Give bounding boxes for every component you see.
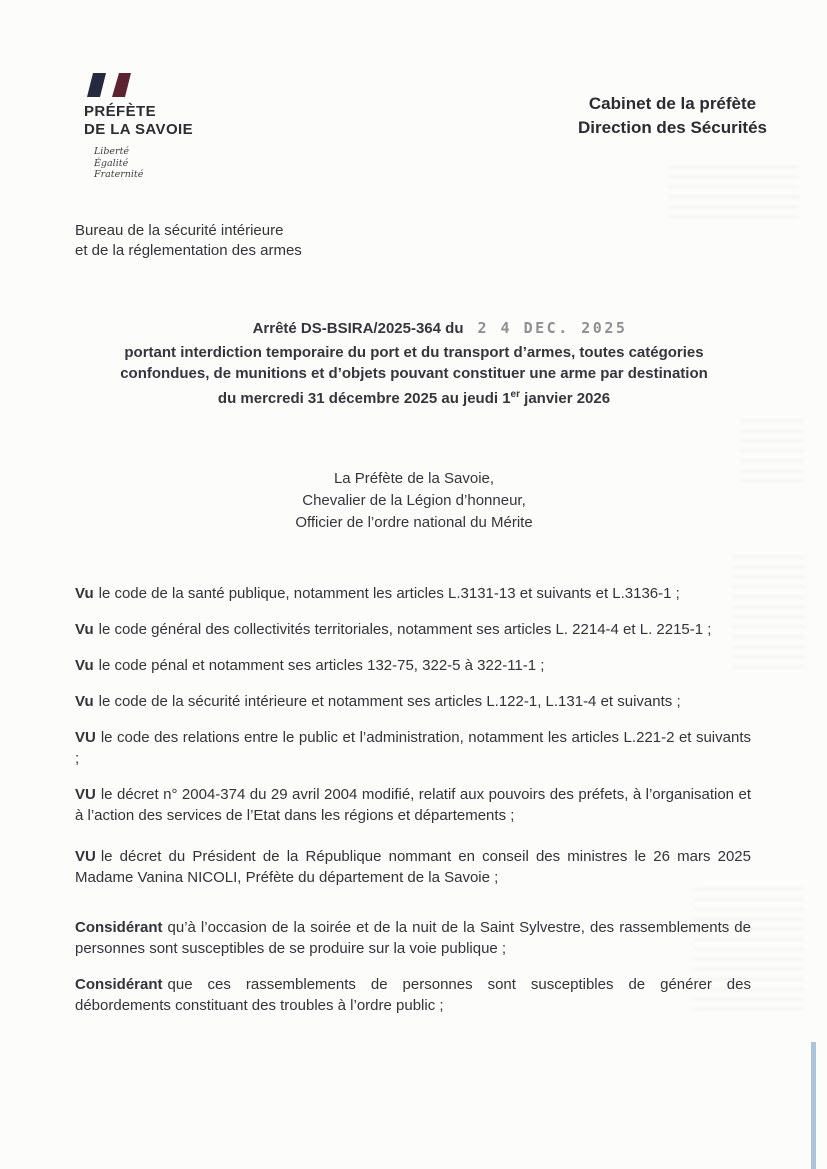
republic-motto: [94, 146, 193, 181]
considerant-paragraph-2: [75, 974, 751, 1016]
decree-title-line2: portant interdiction temporaire du port et du transport d’armes, toutes catégories: [124, 344, 704, 361]
vu-paragraph-6: [75, 784, 751, 826]
paragraph-lead: Considérant: [75, 976, 163, 993]
paragraph-lead: Vu: [75, 657, 94, 674]
agency-name: [84, 103, 193, 139]
french-flag-icon: [86, 72, 132, 98]
office-line1: Cabinet de la préfète: [588, 94, 757, 113]
office-line2: Direction des Sécurités: [578, 118, 767, 137]
decree-title-line4-end: janvier 2026: [520, 390, 611, 407]
scan-edge-line: [811, 1042, 816, 1169]
bureau-line1: Bureau de la sécurité intérieure: [75, 222, 284, 239]
paragraph-text: que ces rassemblements de personnes sont susceptibles de générer des débordements constituant des troubles à l’ordre public ;: [75, 976, 751, 1014]
vu-paragraph-7: [75, 846, 751, 888]
paragraph-text: le décret du Président de la République nommant en conseil des ministres le 26 mars 2025 Madame Vanina NICOLI, Préfète du département de la Savoie ;: [75, 848, 751, 886]
decree-title: [64, 318, 764, 409]
decree-body: [75, 583, 751, 1031]
paragraph-text: le code des relations entre le public et l’administration, notamment les articles L.221-2 et suivants ;: [75, 729, 751, 767]
authority-line3: Officier de l’ordre national du Mérite: [295, 514, 533, 531]
authority-block: [64, 468, 764, 534]
considerant-paragraph-1: [75, 917, 751, 959]
bureau-title: [75, 221, 302, 261]
vu-paragraph-1: [75, 583, 751, 604]
decree-reference: Arrêté DS-BSIRA/2025-364 du: [252, 320, 464, 337]
authority-line2: Chevalier de la Légion d’honneur,: [302, 492, 526, 509]
paragraph-lead: VU: [75, 786, 96, 803]
authority-line1: La Préfète de la Savoie,: [333, 470, 495, 487]
scan-bleedthrough-artifact: [668, 166, 800, 218]
bureau-line2: et de la réglementation des armes: [75, 242, 302, 259]
paragraph-lead: Vu: [75, 693, 94, 710]
paragraph-text: le code pénal et notamment ses articles 132-75, 322-5 à 322-11-1 ;: [98, 657, 545, 674]
republic-logo: [84, 72, 193, 181]
decree-title-line4-text: du mercredi 31 décembre 2025 au jeudi 1: [217, 390, 511, 407]
vu-paragraph-4: [75, 691, 751, 712]
vu-paragraph-2: [75, 619, 751, 640]
paragraph-lead: Vu: [75, 621, 94, 638]
paragraph-text: qu’à l’occasion de la soirée et de la nuit de la Saint Sylvestre, des rassemblements de personnes sont susceptibles de se produire sur la voie publique ;: [75, 919, 751, 957]
agency-name-line2: DE LA SAVOIE: [84, 121, 193, 138]
paragraph-lead: Vu: [75, 585, 94, 602]
ordinal-superscript: er: [510, 389, 520, 400]
paragraph-text: le décret n° 2004-374 du 29 avril 2004 modifié, relatif aux pouvoirs des préfets, à l’organisation et à l’action des services de l’Etat dans les régions et départements ;: [75, 786, 751, 824]
date-stamp: 2 4 DEC. 2025: [477, 319, 628, 337]
paragraph-text: le code de la santé publique, notamment les articles L.3131-13 et suivants et L.3136-1 ;: [98, 585, 680, 602]
decree-reference-line: [90, 318, 790, 339]
paragraph-text: le code de la sécurité intérieure et notamment ses articles L.122-1, L.131-4 et suivants ;: [98, 693, 681, 710]
motto-liberte: Liberté: [94, 146, 130, 157]
vu-paragraph-5: [75, 727, 751, 769]
paragraph-lead: VU: [75, 729, 96, 746]
decree-title-line4: [64, 384, 764, 409]
paragraph-lead: Considérant: [75, 919, 163, 936]
paragraph-text: le code général des collectivités territoriales, notamment ses articles L. 2214-4 et L. 2215-1 ;: [98, 621, 712, 638]
decree-title-line3: confondues, de munitions et d’objets pouvant constituer une arme par destination: [120, 365, 708, 382]
issuing-office-header: [578, 92, 767, 140]
motto-fraternite: Fraternité: [94, 169, 144, 180]
vu-paragraph-3: [75, 655, 751, 676]
motto-egalite: Égalité: [94, 157, 129, 169]
agency-name-line1: PRÉFÈTE: [84, 103, 156, 120]
paragraph-lead: VU: [75, 848, 96, 865]
